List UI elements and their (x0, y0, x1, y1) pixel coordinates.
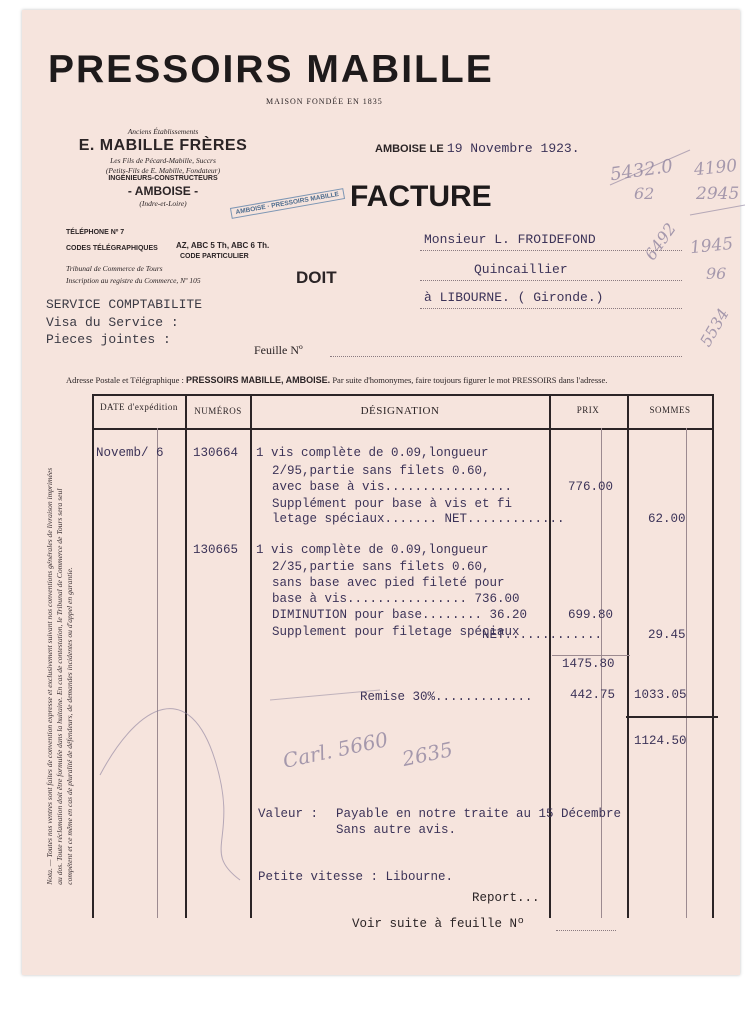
line-designation: 1 vis complète de 0.09,longueur (256, 446, 489, 460)
line-designation: avec base à vis................. (272, 480, 513, 494)
invoice-date: 19 Novembre 1923. (446, 141, 580, 156)
line-prix: 776.00 (568, 480, 614, 494)
pencil-note-7: 5534 (695, 305, 733, 350)
header-sommes: SOMMES (649, 405, 691, 415)
line-somme: 62.00 (648, 512, 686, 526)
header-date: DATE d'expédition (100, 402, 178, 412)
recipient-city: à LIBOURNE. ( Gironde.) (424, 290, 604, 305)
address-suffix: Par suite d'homonymes, faire toujours figurer le mot PRESSOIRS dans l'adresse. (332, 375, 608, 385)
total-value: 1124.50 (634, 734, 687, 748)
founded-line: MAISON FONDÉE EN 1835 (266, 97, 383, 106)
petite-vitesse: Petite vitesse : Libourne. (258, 870, 454, 884)
line-designation: 2/35,partie sans filets 0.60, (272, 560, 490, 574)
remise-label: Remise 30%............. (360, 690, 533, 704)
tribunal-line: Tribunal de Commerce de Tours (66, 264, 163, 273)
doit-label: DOIT (296, 268, 337, 287)
pencil-note-5: 1945 (689, 233, 735, 259)
service-line-2: Visa du Service : (46, 315, 179, 330)
place-label: AMBOISE (375, 143, 427, 155)
grandsons-line: (Petits-Fils de E. Mabille, Fondateur) (105, 165, 221, 175)
line-designation: 2/95,partie sans filets 0.60, (272, 464, 490, 478)
line-designation: Supplément pour base à vis et fi (272, 497, 513, 511)
line-designation: 1 vis complète de 0.09,longueur (256, 543, 489, 557)
line-number: 130665 (193, 543, 239, 557)
line-designation: DIMINUTION pour base........ 36.20 (272, 608, 528, 622)
recipient-name: Monsieur L. FROIDEFOND (424, 232, 596, 247)
anciens-label: Anciens Établissements (127, 127, 199, 136)
subtotal-value: 1475.80 (562, 657, 615, 671)
pencil-note-8: 6492 (640, 219, 680, 264)
valeur-text-2: Sans autre avis. (336, 823, 457, 837)
company-city: - AMBOISE - (127, 183, 199, 198)
pencil-note-4: 2945 (696, 184, 740, 204)
line-designation: letage spéciaux....... NET............. (272, 512, 565, 526)
document-type: FACTURE (350, 180, 492, 213)
code-particulier: CODE PARTICULIER (180, 253, 249, 260)
blue-stamp: AMBOISE · PRESSOIRS MABILLE (230, 188, 345, 219)
successors-line: Les Fils de Pécard-Mabille, Succrs (110, 156, 216, 166)
line-somme: 29.45 (648, 628, 686, 642)
line-prix: 699.80 (568, 608, 614, 622)
report-label: Report... (472, 891, 540, 905)
pencil-note-2: 62 (634, 184, 655, 203)
line-designation: NET............. (482, 628, 603, 642)
codes-value: AZ, ABC 5 Th, ABC 6 Th. (176, 241, 270, 250)
service-line-1: SERVICE COMPTABILITE (46, 297, 203, 312)
le-label: LE (429, 143, 444, 155)
line-designation: sans base avec pied fileté pour (272, 576, 505, 590)
service-line-3: Pieces jointes : (46, 332, 171, 347)
address-prefix: Adresse Postale et Télégraphique : (66, 375, 184, 385)
voir-suite-label: Voir suite à feuille Nº (352, 917, 525, 931)
line-number: 130664 (193, 446, 239, 460)
expedition-date: Novemb/ 6 (96, 446, 164, 460)
after-remise-value: 1033.05 (634, 688, 687, 702)
valeur-text: Payable en notre traite au 15 Décembre (336, 807, 622, 821)
phone-line: TÉLÉPHONE Nº 7 (66, 229, 125, 236)
header-prix: PRIX (576, 405, 600, 415)
pencil-note-3: 4190 (693, 155, 739, 181)
valeur-label: Valeur : (258, 807, 319, 821)
pencil-note-9: Carl. 5660 (280, 727, 391, 773)
pencil-note-1: 5432.0 (608, 155, 675, 186)
feuille-label: Feuille Nº (254, 343, 303, 357)
pencil-note-6: 96 (706, 264, 727, 283)
pencil-note-10: 2635 (400, 736, 455, 772)
nota-vertical-text: Nota. — Toutes nos ventres sont faites de convention expresse et exclusivement suivant nos conventions générales de livraison imprimées au dos. Toute réclamation doit être formulée dans la huitaine. En cas de contestation, le Tribunal de Commerce de Tours sera seul compétent et ce même en cas de pluralité de défendeurs, de demandes incidentes ou d'appel en garantie. (45, 467, 74, 885)
company-name: E. MABILLE FRÈRES (78, 137, 248, 155)
codes-label: CODES TÉLÉGRAPHIQUES (66, 245, 158, 252)
remise-value: 442.75 (570, 688, 616, 702)
registre-line: Inscription au registre du Commerce, Nº 105 (66, 276, 201, 285)
line-designation: Supplement pour filetage spéciaux (272, 625, 520, 639)
company-title: PRESSOIRS MABILLE (48, 48, 494, 91)
engineers-line: INGÉNIEURS-CONSTRUCTEURS (108, 175, 218, 183)
header-numeros: NUMÉROS (194, 406, 242, 416)
address-name: PRESSOIRS MABILLE, AMBOISE. (186, 375, 331, 385)
company-region: (Indre-et-Loire) (139, 198, 187, 208)
header-designation: DÉSIGNATION (360, 405, 440, 417)
recipient-trade: Quincaillier (474, 262, 568, 277)
line-designation: base à vis................ 736.00 (272, 592, 520, 606)
